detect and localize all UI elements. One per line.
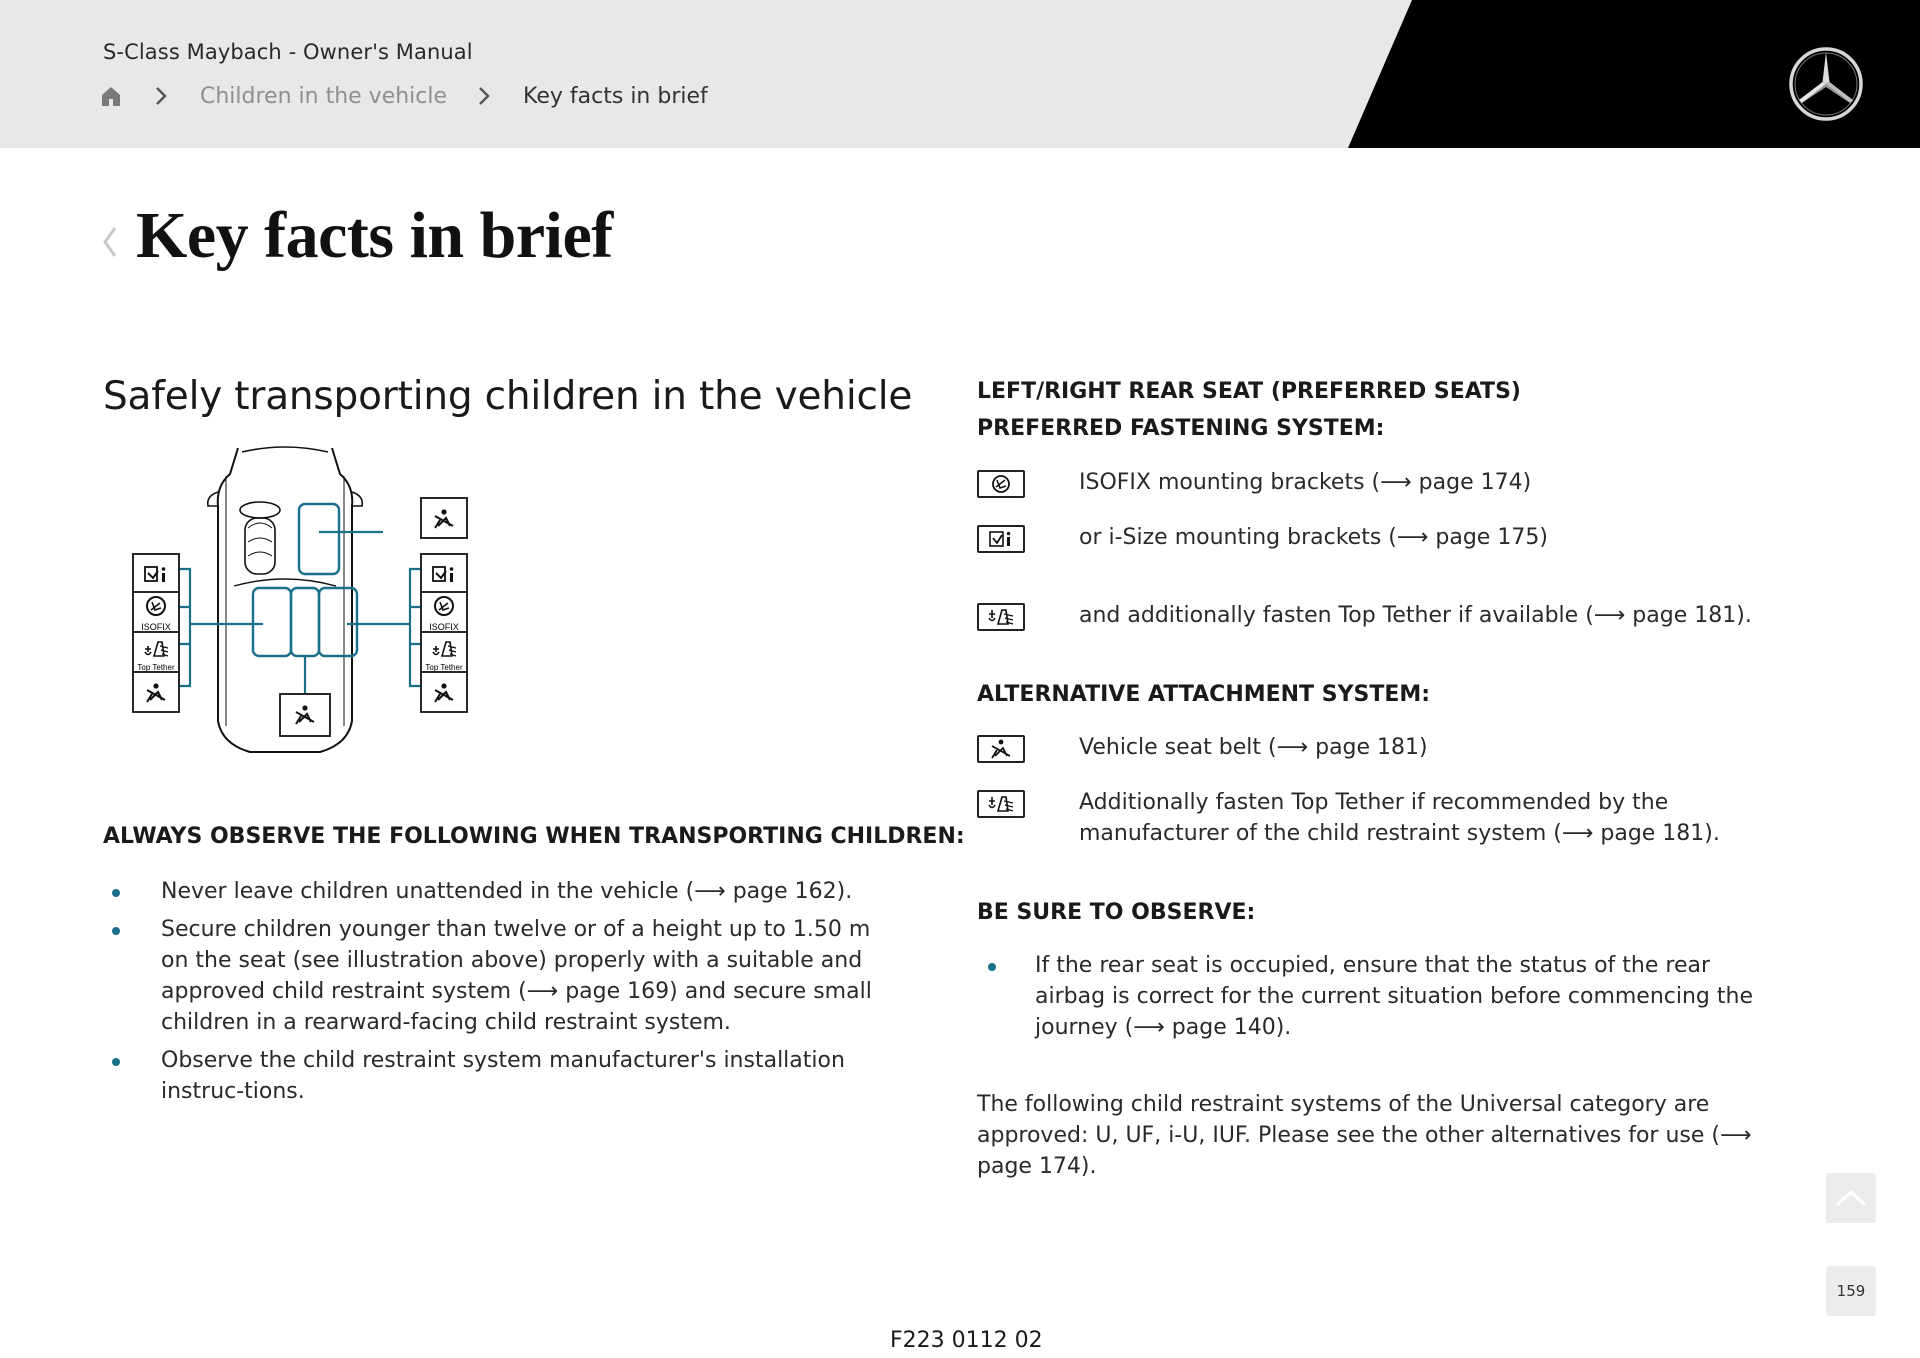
fastening-item: [977, 790, 1799, 849]
chevron-up-icon: [1834, 1188, 1868, 1208]
alternative-heading: ALTERNATIVE ATTACHMENT SYSTEM:: [977, 682, 1431, 707]
home-icon[interactable]: [100, 84, 124, 108]
mercedes-star-logo: [1788, 46, 1864, 122]
breadcrumb: [100, 82, 708, 110]
list-item: Never leave children unattended in the vehicle (⟶ page 162).: [103, 876, 903, 907]
top-tether-label: Top Tether: [137, 663, 175, 672]
breadcrumb-current: Key facts in brief: [523, 83, 708, 109]
fastening-item-text: and additionally fasten Top Tether if available (⟶ page 181).: [1079, 603, 1752, 628]
isofix-label: ISOFIX: [429, 622, 459, 632]
preferred-heading: PREFERRED FASTENING SYSTEM:: [977, 416, 1385, 441]
top-tether-icon: [977, 790, 1025, 818]
fastening-item: [977, 525, 1799, 553]
fastening-item-text: Additionally fasten Top Tether if recommended by the manufacturer of the child restraint system (⟶ page 181).: [1079, 790, 1720, 846]
list-item: If the rear seat is occupied, ensure that the status of the rear airbag is correct for the current situation before commencing the journey (⟶ page 140).: [977, 950, 1777, 1043]
universal-category-text: The following child restraint systems of the Universal category are approved: U, UF, i-U, IUF. Please see the other alternatives for use (⟶ page 174).: [977, 1092, 1752, 1179]
header-black-panel: [0, 0, 1920, 148]
page-title: Key facts in brief: [136, 199, 613, 272]
top-tether-icon: [977, 603, 1025, 631]
always-observe-heading: ALWAYS OBSERVE THE FOLLOWING WHEN TRANSPORTING CHILDREN:: [103, 824, 965, 849]
list-item: Observe the child restraint system manufacturer's installation instruc-tions.: [103, 1045, 903, 1107]
scroll-to-top-button[interactable]: [1826, 1173, 1876, 1223]
chevron-right-icon: [154, 84, 174, 108]
fastening-item: [977, 603, 1799, 631]
fastening-item: [977, 735, 1799, 763]
top-tether-label: Top Tether: [425, 663, 463, 672]
car-seating-diagram: [130, 446, 480, 758]
chevron-right-icon: [477, 84, 497, 108]
image-code: F223 0112 02: [890, 1328, 1043, 1353]
seat-heading: LEFT/RIGHT REAR SEAT (PREFERRED SEATS): [977, 379, 1521, 404]
fastening-item: [977, 470, 1799, 498]
fastening-item-text: Vehicle seat belt (⟶ page 181): [1079, 735, 1428, 760]
page-number: 159: [1826, 1266, 1876, 1316]
isofix-label: ISOFIX: [141, 622, 171, 632]
manual-title: S-Class Maybach - Owner's Manual: [103, 40, 473, 64]
fastening-item-text: ISOFIX mounting brackets (⟶ page 174): [1079, 470, 1532, 495]
observe-heading: BE SURE TO OBSERVE:: [977, 900, 1256, 925]
list-item: Secure children younger than twelve or of a height up to 1.50 m on the seat (see illustration above) properly with a suitable and approved child restraint system (⟶ page 169) and secure small children in a rearward-facing child restraint system.: [103, 914, 903, 1038]
seat-belt-icon: [977, 735, 1025, 763]
header-bar: [0, 0, 1920, 148]
i-size-icon: [977, 525, 1025, 553]
chevron-left-icon[interactable]: [100, 222, 120, 262]
transport-rules-list: [103, 876, 903, 1114]
observe-list: [977, 950, 1777, 1043]
fastening-item-text: or i-Size mounting brackets (⟶ page 175): [1079, 525, 1548, 550]
breadcrumb-parent-link[interactable]: Children in the vehicle: [200, 83, 448, 109]
section-heading: Safely transporting children in the vehicle: [103, 374, 913, 419]
isofix-icon: [977, 470, 1025, 498]
